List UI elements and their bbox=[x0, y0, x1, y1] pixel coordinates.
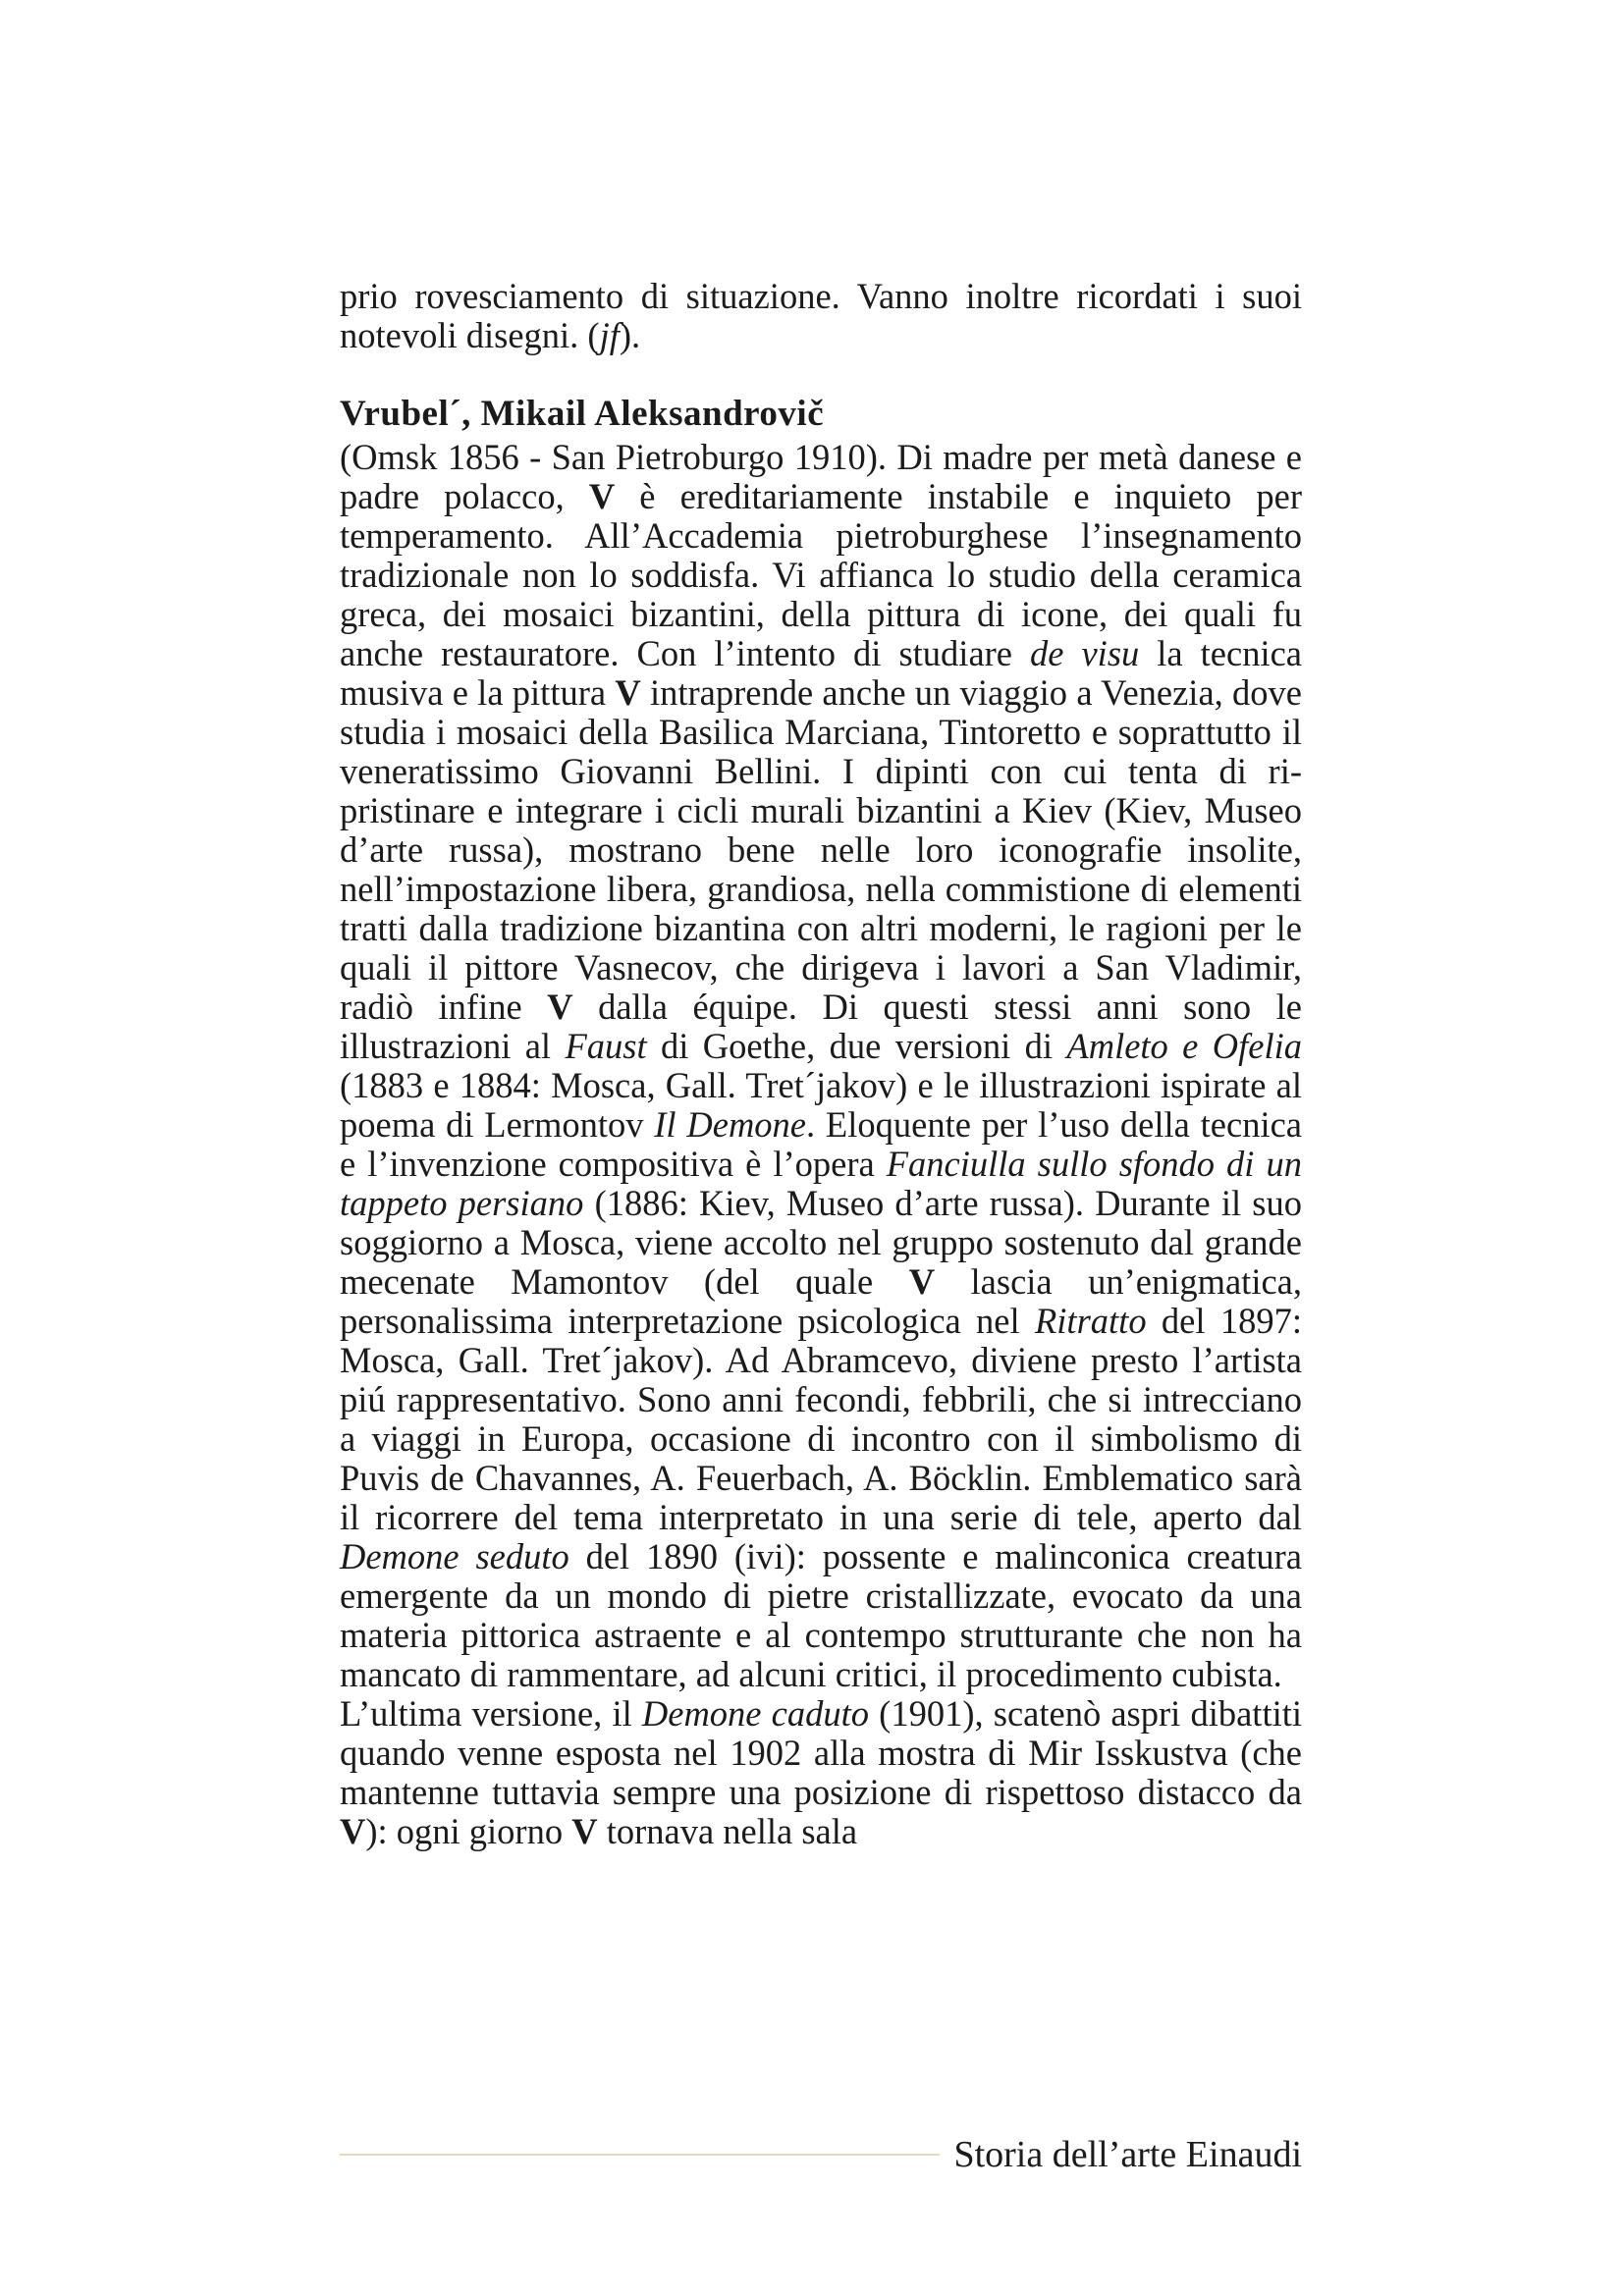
artwork-title: Ritratto bbox=[1035, 1301, 1147, 1341]
artwork-title: Faust bbox=[565, 1026, 647, 1066]
page-footer bbox=[340, 2130, 1302, 2179]
body-paragraph-1: (Omsk 1856 - San Pietroburgo 1910). Di madre per metà danese e padre polacco, V è ereditariamente instabile e inquieto per temperamento. All’Accademia pietroburghese l’insegnamento tradizionale non lo soddisfa. Vi affianca lo studio della ceramica greca, dei mosaici bizantini, della pittura di icone, dei quali fu anche restauratore. Con l’intento di studiare de visu la tecnica musiva e la pittura V intraprende anche un viaggio a Venezia, dove studia i mosaici della Basilica Marciana, Tintoretto e soprattutto il veneratissimo Giovanni Bellini. I dipinti con cui tenta di ripristinare e integrare i cicli murali bizantini a Kiev (Kiev, Museo d’arte russa), mostrano bene nelle loro iconografie insolite, nell’impostazione libera, grandiosa, nella commistione di elementi tratti dalla tradizione bizantina con altri moderni, le ragioni per le quali il pittore Vasnecov, che dirigeva i lavori a San Vladimir, radiò infine V dalla équipe. Di questi stessi anni sono le illustrazioni al Faust di Goethe, due versioni di Amleto e Ofelia (1883 e 1884: Mosca, Gall. Tret´jakov) e le illustrazioni ispirate al poema di Lermontov Il Demone. Eloquente per l’uso della tecnica e l’invenzione compositiva è l’opera Fanciulla sullo sfondo di un tappeto persiano (1886: Kiev, Museo d’arte russa). Durante il suo soggiorno a Mosca, viene accolto nel gruppo sostenuto dal grande mecenate Mamontov (del quale V lascia un’enigmatica, personalissima interpretazione psicologica nel Ritratto del 1897: Mosca, Gall. Tret´jakov). Ad Abramcevo, diviene presto l’artista piú rappresentativo. Sono anni fecondi, febbrili, che si intrecciano a viaggi in Europa, occasione di incontro con il simbolismo di Puvis de Chavannes, A. Feuerbach, A. Böcklin. Emblematico sarà il ricorrere del tema interpretato in una serie di tele, aperto dal Demone seduto del 1890 (ivi): possente e malinconica creatura emergente da un mondo di pietre cristallizzate, evocato da una materia pittorica astraente e al contempo strutturante che non ha mancato di rammentare, ad alcuni critici, il procedimento cubista. bbox=[340, 437, 1303, 1694]
italic-phrase: de visu bbox=[1030, 633, 1140, 673]
artwork-title: Fanciulla sullo sfondo di un tappeto persiano bbox=[340, 1144, 1302, 1223]
bold-v: V bbox=[340, 1811, 366, 1851]
artwork-title: Demone caduto bbox=[641, 1693, 870, 1734]
continuation-end: ). bbox=[619, 315, 641, 355]
body-paragraph-2: L’ultima versione, il Demone caduto (1901), scatenò aspri dibattiti quando venne esposta nel 1902 alla mostra di Mir Isskustva (che mantenne tuttavia sempre una posizione di rispettoso distacco da V): ogni giorno V tornava nella sala bbox=[340, 1693, 1303, 1851]
artwork-title: Il Demone bbox=[654, 1104, 806, 1145]
bold-v: V bbox=[547, 987, 573, 1027]
bold-v: V bbox=[571, 1811, 598, 1851]
bold-v: V bbox=[908, 1261, 936, 1302]
artwork-title: Demone seduto bbox=[340, 1536, 569, 1576]
page-text bbox=[340, 277, 1302, 1851]
author-initials: jf bbox=[599, 315, 620, 355]
bold-v: V bbox=[588, 476, 616, 516]
continuation-text: prio rovesciamento di situazione. Vanno inoltre ricordati i suoi notevoli disegni. ( bbox=[340, 276, 1302, 355]
continuation-paragraph bbox=[340, 277, 1302, 355]
artwork-title: Amleto e Ofelia bbox=[1066, 1026, 1302, 1066]
footer-rule bbox=[340, 2154, 940, 2156]
footer-label: Storia dell’arte Einaudi bbox=[953, 2134, 1302, 2175]
bold-v: V bbox=[615, 672, 641, 713]
entry-title: Vrubel´, Mikail Aleksandrovič bbox=[340, 394, 825, 434]
